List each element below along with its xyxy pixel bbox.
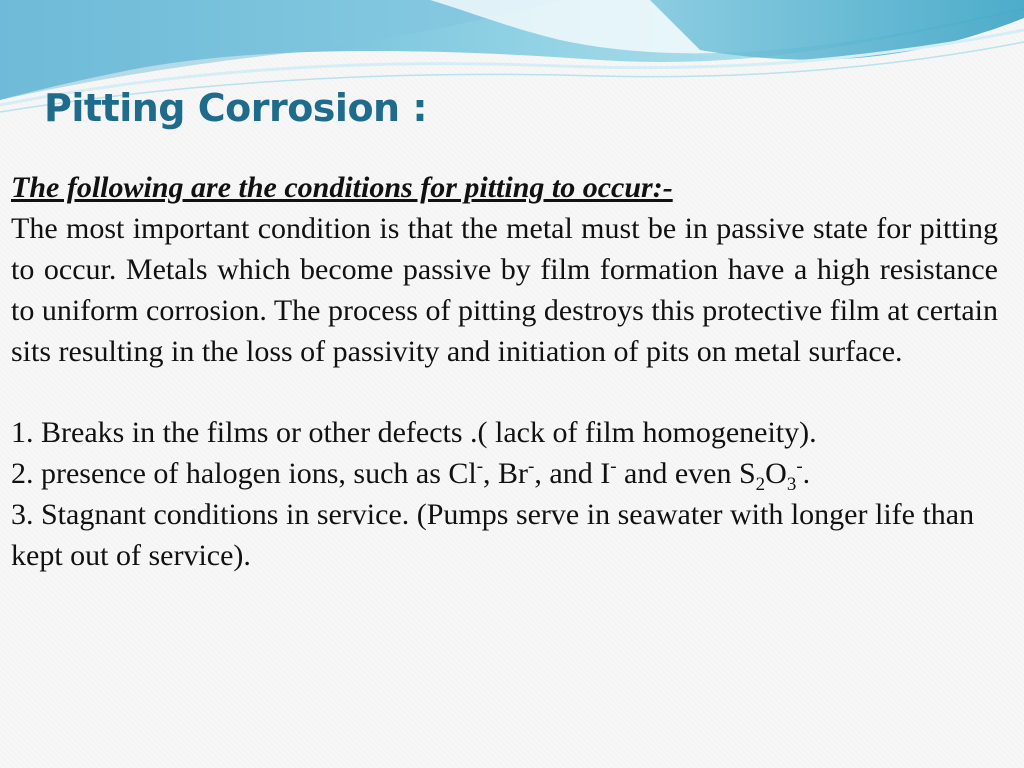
list-item-halogen-ions: 2. presence of halogen ions, such as Cl-, Br-, and I- and even $S_2O_3^-$. — [11, 456, 811, 496]
passivity-paragraph: The most important condition is that the metal must be in passive state for pitting to occur. Metals which become passive by film formation have a high resistance to uniform corrosion. The process of pitting destroys this protective film at certain sits resulting in the loss of passivity and initiation of pits on metal surface. — [11, 211, 998, 368]
list-item-breaks: 1. Breaks in the films or other defects .( lack of film homogeneity). — [11, 416, 817, 450]
list-item-stagnant-conditions: 3. Stagnant conditions in service. (Pumps serve in seawater with longer life than kept out of service). — [11, 498, 975, 573]
slide-title: Pitting Corrosion : — [44, 86, 428, 130]
conditions-heading: The following are the conditions for pitting to occur:- — [11, 171, 673, 204]
conditions-list — [11, 413, 998, 577]
slide-body — [11, 168, 998, 577]
